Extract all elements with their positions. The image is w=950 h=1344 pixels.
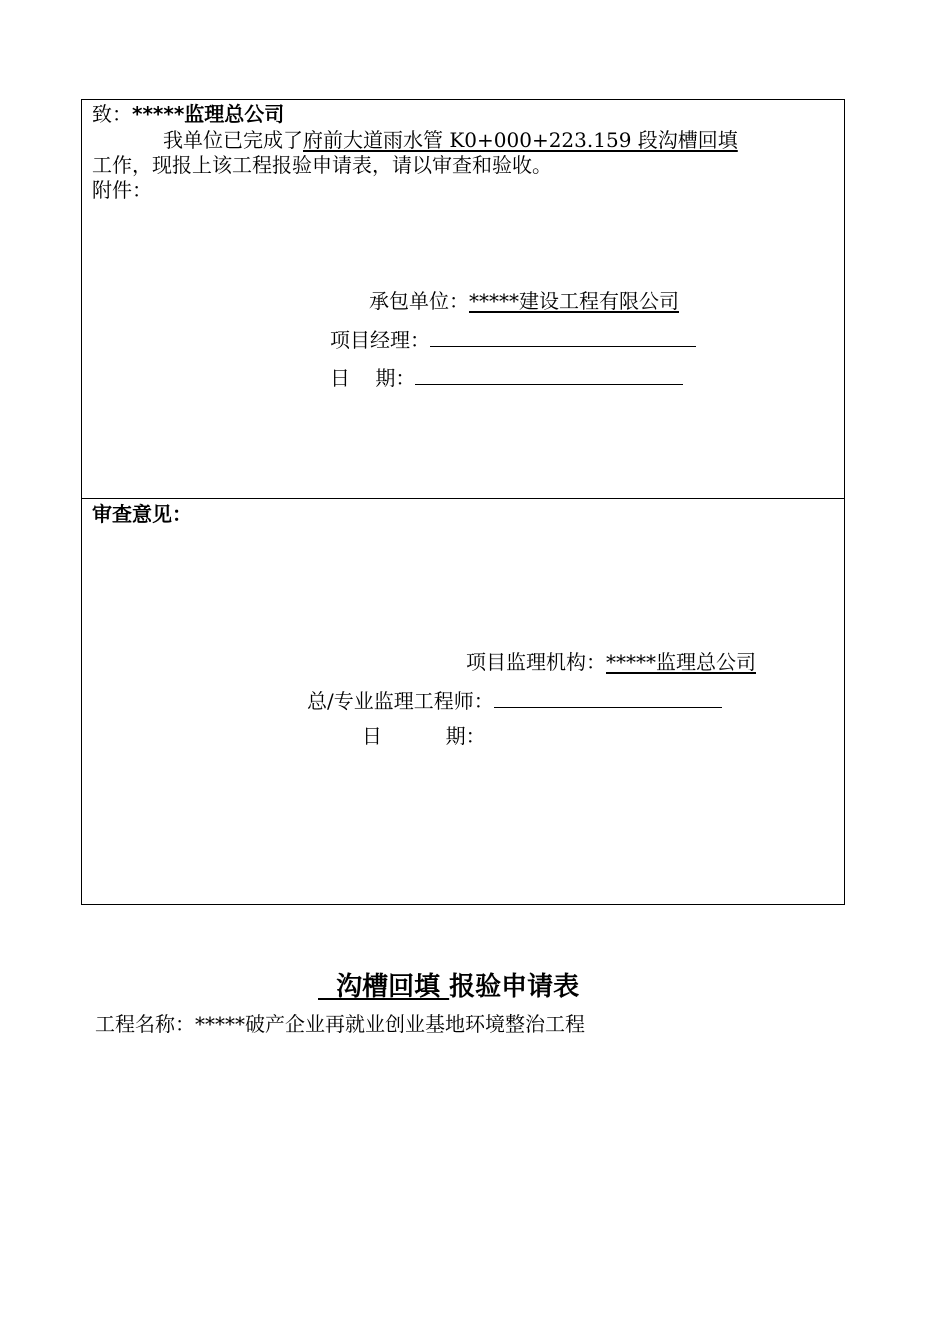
supervision-org-line <box>466 650 756 674</box>
project-label: 工程名称： <box>95 1012 195 1036</box>
supervision-org-label: 项目监理机构： <box>466 650 606 674</box>
contractor-line <box>369 289 679 313</box>
inspection-form-table <box>81 99 845 905</box>
section-divider <box>82 498 844 499</box>
manager-line <box>330 326 696 352</box>
engineer-signature-blank[interactable] <box>494 687 722 708</box>
addressee-org: *****监理总公司 <box>132 102 285 126</box>
engineer-label: 总/专业监理工程师： <box>307 689 494 713</box>
title-rest: 报验申请表 <box>449 972 580 1002</box>
addressee-line <box>92 102 284 126</box>
addressee-label: 致： <box>92 102 132 126</box>
attachment-label: 附件： <box>92 178 152 202</box>
statement-line-1 <box>163 128 738 152</box>
contractor-label: 承包单位： <box>369 289 469 313</box>
project-name: *****破产企业再就业创业基地环境整治工程 <box>195 1012 585 1036</box>
review-heading: 审查意见： <box>92 502 192 526</box>
engineer-line <box>307 687 722 713</box>
submission-date-blank[interactable] <box>415 364 683 385</box>
review-date-label: 日 期： <box>362 724 486 748</box>
form-title <box>318 966 579 1003</box>
submission-date-line <box>330 364 683 390</box>
contractor-name: *****建设工程有限公司 <box>469 289 679 313</box>
manager-signature-blank[interactable] <box>430 326 696 347</box>
work-description: 府前大道雨水管 K0+000+223.159 段沟槽回填 <box>303 128 738 152</box>
project-name-line <box>95 1008 585 1037</box>
manager-label: 项目经理： <box>330 328 430 352</box>
title-underlined-part: 沟槽回填 <box>318 972 450 1002</box>
submission-date-label: 日 期： <box>330 366 416 390</box>
statement-line-2: 工作，现报上该工程报验申请表，请以审查和验收。 <box>92 153 552 177</box>
supervision-org-name: *****监理总公司 <box>606 650 756 674</box>
statement-prefix: 我单位已完成了 <box>163 128 303 152</box>
